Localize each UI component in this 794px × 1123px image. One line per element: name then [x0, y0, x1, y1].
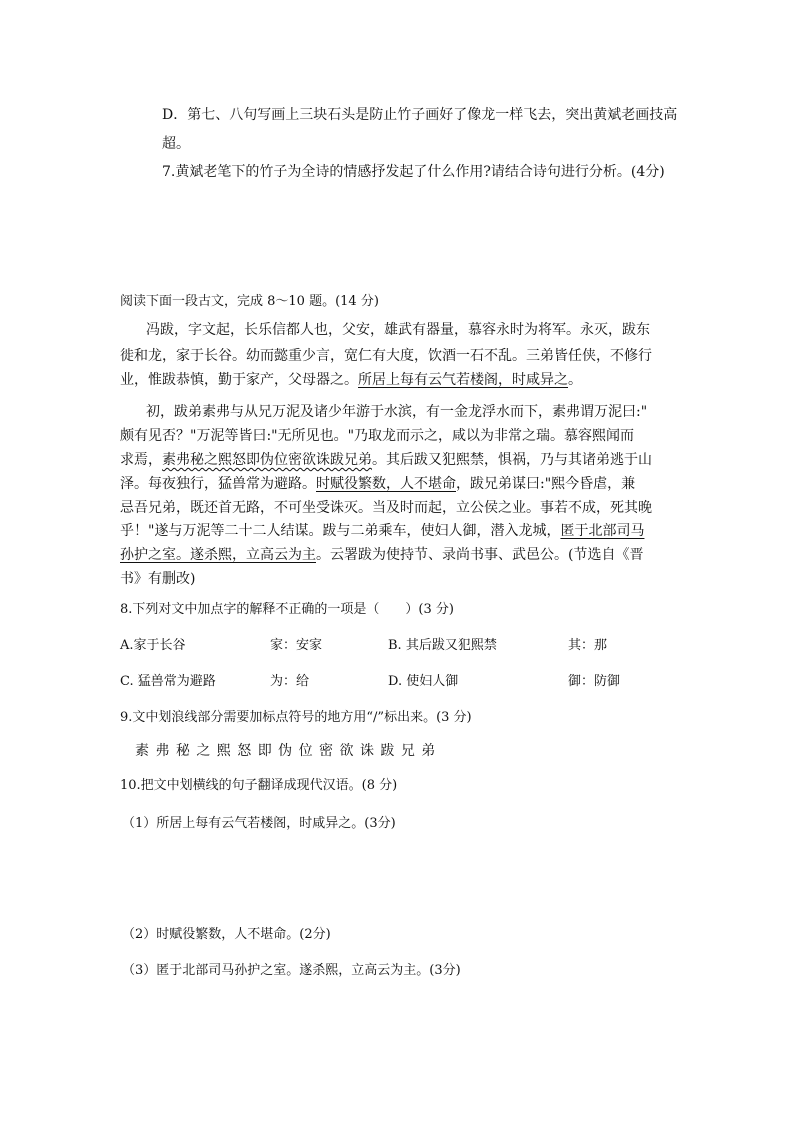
passage-text: 泽。每夜独行，猛兽常为避路。 [120, 476, 316, 492]
q10-item-3: （3）匿于北部司马孙护之室。遂杀熙，立高云为主。(3分) [122, 963, 461, 978]
q8-option-c-gloss: 为：给 [270, 674, 310, 689]
passage-text: 。 [568, 372, 582, 388]
passage-p1-line2: 徙和龙，家于长谷。幼而懿重少言，宽仁有大度，饮酒一石不乱。三弟皆任侠，不修行 [120, 348, 652, 364]
passage-intro: 阅读下面一段古文，完成 8～10 题。(14 分) [120, 294, 379, 309]
passage-p2-line2: 颇有见否？"万泥等皆曰:"无所见也。"乃取龙而示之，咸以为非常之瑞。慕容熙闻而 [120, 428, 635, 444]
passage-text: 乎！"遂与万泥等二十二人结谋。跋与二弟乘车，使妇人御，潜入龙城， [120, 523, 561, 539]
wavy-underlined-sentence: 素弗秘之熙怒即伪位密欲诛跋兄弟 [162, 452, 372, 468]
q6-option-d-line2: 超。 [162, 136, 190, 152]
underlined-sentence-3-part2: 孙护之室。遂杀熙，立高云为主 [120, 547, 316, 563]
q10-item-2: （2）时赋役繁数，人不堪命。(2分) [122, 927, 331, 942]
q8-option-c: C. 猛兽常为避路 [120, 674, 216, 689]
q9-punctuation-chars: 素 弗 秘 之 熙 怒 即 伪 位 密 欲 诛 跋 兄 弟 [135, 743, 436, 759]
q10-item-1: （1）所居上每有云气若楼阁，时咸异之。(3分) [122, 816, 396, 831]
passage-p2-line1: 初，跋弟素弗与从兄万泥及诸少年游于水滨，有一金龙浮水而下，素弗谓万泥曰:" [146, 404, 648, 420]
q6-option-d-line1: D．第七、八句写画上三块石头是防止竹子画好了像龙一样飞去，突出黄斌老画技高 [162, 107, 678, 123]
passage-text: 求焉， [120, 452, 162, 468]
passage-p2-line3 [120, 453, 652, 467]
q8-option-a-gloss: 家：安家 [270, 638, 323, 653]
underlined-sentence-2: 时赋役繁数，人不堪命 [316, 476, 456, 492]
q8-option-b-gloss: 其：那 [568, 638, 608, 653]
q8-option-b: B. 其后跋又犯熙禁 [388, 638, 497, 653]
passage-p2-line8: 书》有删改) [120, 571, 196, 587]
q8-option-d: D. 使妇人御 [388, 674, 459, 689]
q7-stem: 7.黄斌老笔下的竹子为全诗的情感抒发起了什么作用?请结合诗句进行分析。(4分) [162, 164, 665, 180]
passage-p2-line6 [120, 524, 644, 538]
q8-stem: 8.下列对文中加点字的解释不正确的一项是（ ）(3 分) [120, 602, 454, 617]
q8-option-a: A.家于长谷 [120, 638, 186, 653]
q8-option-d-gloss: 御：防御 [568, 674, 621, 689]
passage-text: 。其后跋又犯熙禁，惧祸，乃与其诸弟逃于山 [372, 452, 652, 468]
underlined-sentence-3-part1: 匿于北部司马 [560, 523, 645, 539]
passage-p2-line7 [120, 548, 643, 562]
passage-text: ，跋兄弟谋曰:"熙今昏虐，兼 [456, 476, 636, 492]
underlined-sentence-1: 所居上每有云气若楼阁，时咸异之 [358, 372, 568, 388]
passage-p1-line3 [120, 373, 582, 387]
q10-stem: 10.把文中划横线的句子翻译成现代汉语。(8 分) [120, 778, 398, 793]
passage-p2-line5: 忌吾兄弟，既还首无路，不可坐受诛灭。当及时而起，立公侯之业。事若不成，死其晚 [120, 500, 652, 516]
q9-stem: 9.文中划浪线部分需要加标点符号的地方用“/”标出来。(3 分) [120, 710, 472, 725]
passage-p1-line1: 冯跋，字文起，长乐信都人也，父安，雄武有器量，慕容永时为将军。永灭，跋东 [146, 322, 650, 338]
passage-text: 业，惟跋恭慎，勤于家产，父母器之。 [120, 372, 358, 388]
passage-text: 。云署跋为使持节、录尚书事、武邑公。(节选自《晋 [316, 547, 644, 563]
passage-p2-line4 [120, 477, 635, 491]
